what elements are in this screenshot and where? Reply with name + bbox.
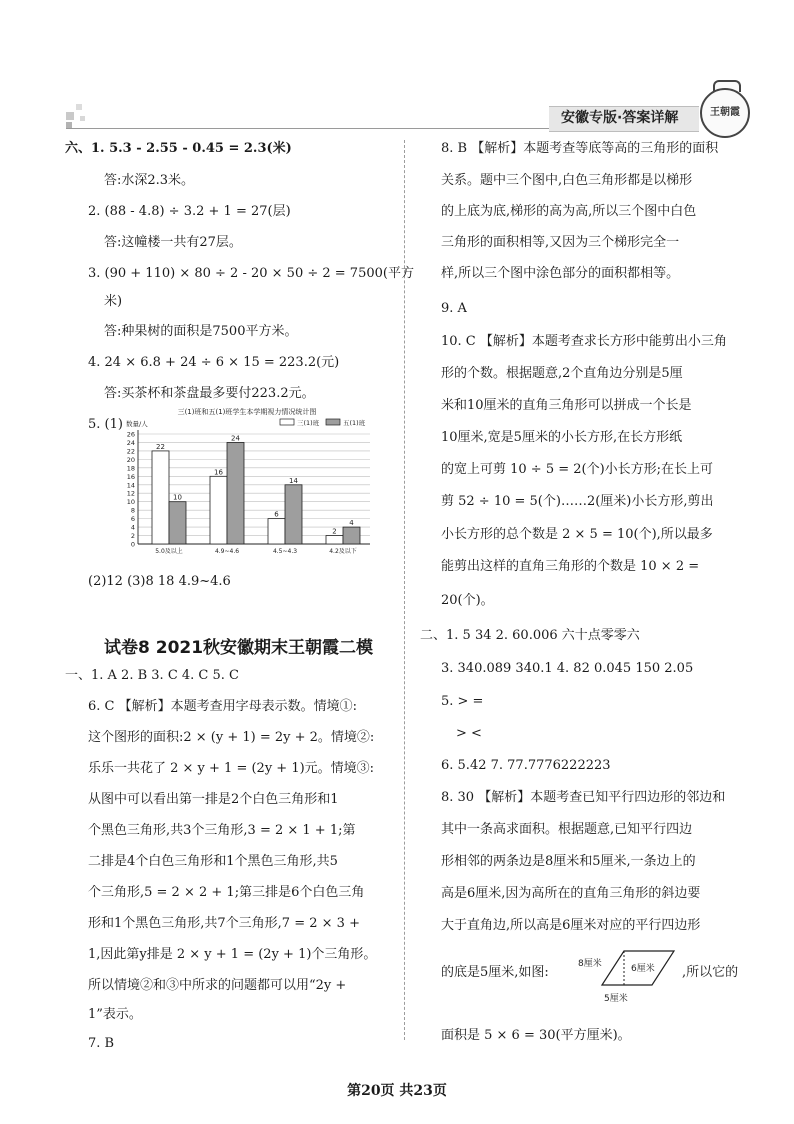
answer-line: 形和1个黑色三角形,共7个三角形,7 = 2 × 3 +	[88, 916, 360, 931]
bar	[268, 519, 285, 544]
answer-line: 的底是5厘米,如图:	[441, 965, 549, 980]
answer-line: 大于直角边,所以高是6厘米对应的平行四边形	[441, 918, 701, 933]
x-category-label: 4.2及以下	[329, 548, 357, 555]
answer-line: 面积是 5 × 6 = 30(平方厘米)。	[441, 1028, 631, 1043]
page-number: 第20页 共23页	[347, 1083, 447, 1099]
legend-label: 五(1)班	[343, 419, 366, 427]
y-tick-label: 10	[126, 498, 135, 507]
answer-line: 二排是4个白色三角形和1个黑色三角形,共5	[88, 854, 338, 869]
answer-line: 从图中可以看出第一排是2个白色三角形和1	[88, 792, 339, 807]
y-tick-label: 12	[126, 489, 135, 498]
corner-decoration	[80, 116, 85, 121]
y-tick-label: 6	[130, 515, 135, 524]
chart-title: 三(1)班和五(1)班学生本学期视力情况统计图	[177, 408, 317, 416]
edition-label: 安徽专版·答案详解	[561, 110, 679, 126]
y-tick-label: 16	[126, 472, 135, 481]
corner-decoration	[76, 104, 82, 110]
bar	[285, 485, 302, 544]
answer-line: 6. C 【解析】本题考查用字母表示数。情境①:	[88, 699, 357, 714]
answer-line: 一、1. A 2. B 3. C 4. C 5. C	[65, 668, 239, 683]
y-tick-labels	[127, 431, 135, 549]
x-category-label: 4.5~4.3	[272, 548, 298, 555]
answer-line: 6. 5.42 7. 77.7776222223	[441, 758, 611, 773]
height-label: 6厘米	[631, 964, 655, 974]
answer-line: 8. 30 【解析】本题考查已知平行四边形的邻边和	[441, 790, 726, 805]
bar-value-label: 6	[274, 510, 279, 519]
bar	[326, 536, 343, 544]
answer-line: 个黑色三角形,共3个三角形,3 = 2 × 1 + 1;第	[88, 823, 356, 838]
y-tick-label: 2	[130, 532, 135, 541]
y-tick-label: 0	[130, 540, 135, 549]
side-length-label: 8厘米	[578, 959, 602, 969]
legend-swatch	[280, 419, 294, 425]
answer-line: 3. 340.089 340.1 4. 82 0.045 150 2.05	[441, 661, 694, 676]
x-category-labels	[155, 547, 357, 555]
bar-value-label: 24	[231, 434, 240, 443]
y-tick-label: 20	[126, 455, 135, 464]
bar	[343, 527, 360, 544]
answer-line: 米)	[104, 294, 123, 309]
bar	[227, 442, 244, 544]
answer-line: 二、1. 5 34 2. 60.006 六十点零零六	[420, 628, 640, 643]
corner-decoration	[66, 112, 74, 120]
answer-line: 1”表示。	[88, 1007, 142, 1022]
y-tick-label: 26	[126, 430, 135, 439]
answer-line: 的上底为底,梯形的高为高,所以三个图中白色	[441, 204, 697, 219]
exam-title: 试卷8 2021秋安徽期末王朝霞二模	[104, 638, 374, 658]
bar-value-label: 22	[156, 442, 165, 451]
answer-line: 关系。题中三个图中,白色三角形都是以梯形	[441, 173, 693, 188]
answer-line: > <	[456, 726, 482, 741]
bar-value-label: 14	[289, 476, 298, 485]
answer-line: 的宽上可剪 10 ÷ 5 = 2(个)小长方形;在长上可	[441, 462, 714, 477]
answer-line: 形相邻的两条边是8厘米和5厘米,一条边上的	[441, 854, 696, 869]
answer-line: 其中一条高求面积。根据题意,已知平行四边	[441, 822, 693, 837]
y-axis-label: 数量/人	[126, 420, 148, 428]
base-length-label: 5厘米	[604, 994, 628, 1004]
bar	[152, 451, 169, 544]
y-tick-label: 4	[130, 523, 135, 532]
answer-line: 4. 24 × 6.8 + 24 ÷ 6 × 15 = 223.2(元)	[88, 355, 340, 370]
header-rule	[66, 128, 606, 129]
answer-line: 乐乐一共花了 2 × y + 1 = (2y + 1)元。情境③:	[88, 761, 375, 776]
x-category-label: 4.9~4.6	[214, 548, 240, 555]
answer-line: 三角形的面积相等,又因为三个梯形完全一	[441, 235, 680, 250]
brand-seal: 王朝霞	[700, 88, 750, 138]
answer-line: 8. B 【解析】本题考查等底等高的三角形的面积	[441, 141, 719, 156]
vision-bar-chart	[112, 404, 374, 560]
answer-line: 2. (88 - 4.8) ÷ 3.2 + 1 = 27(层)	[88, 204, 291, 219]
answer-line: 答:种果树的面积是7500平方米。	[104, 324, 298, 339]
answer-line: 10厘米,宽是5厘米的小长方形,在长方形纸	[441, 430, 683, 445]
answer-line: 1,因此第y排是 2 × y + 1 = (2y + 1)个三角形。	[88, 947, 377, 962]
bar-value-label: 10	[173, 493, 182, 502]
answer-line: 形的个数。根据题意,2个直角边分别是5厘	[441, 366, 683, 381]
y-tick-label: 18	[126, 464, 135, 473]
answer-line: ,所以它的	[682, 965, 739, 980]
answer-line: 5. (1)	[88, 417, 123, 432]
y-tick-label: 14	[126, 481, 135, 490]
answer-line: 高是6厘米,因为高所在的直角三角形的斜边要	[441, 886, 701, 901]
answer-line: 答:这幢楼一共有27层。	[104, 235, 242, 250]
answer-line: 答:买茶杯和茶盘最多要付223.2元。	[104, 386, 315, 401]
chart-legend	[280, 418, 366, 427]
answer-line: 小长方形的总个数是 2 × 5 = 10(个),所以最多	[441, 527, 713, 542]
answer-line: 答:水深2.3米。	[104, 173, 195, 188]
answer-line: 10. C 【解析】本题考查求长方形中能剪出小三角	[441, 334, 727, 349]
answer-line: 5. > =	[441, 694, 484, 709]
bar	[169, 502, 186, 544]
answer-line: (2)12 (3)8 18 4.9~4.6	[88, 574, 231, 589]
bar	[210, 476, 227, 544]
answer-line: 20(个)。	[441, 593, 494, 608]
answer-line: 7. B	[88, 1036, 115, 1051]
answer-line: 样,所以三个图中涂色部分的面积都相等。	[441, 266, 680, 281]
answer-line: 个三角形,5 = 2 × 2 + 1;第三排是6个白色三角	[88, 885, 365, 900]
bar-value-label: 16	[214, 468, 223, 477]
legend-swatch	[326, 419, 340, 425]
answer-line: 9. A	[441, 301, 467, 316]
answer-line: 米和10厘米的直角三角形可以拼成一个长是	[441, 398, 692, 413]
y-tick-label: 8	[130, 506, 135, 515]
legend-label: 三(1)班	[297, 419, 320, 427]
y-tick-label: 22	[126, 447, 135, 456]
x-category-label: 5.0及以上	[155, 548, 183, 555]
answer-line: 所以情境②和③中所求的问题都可以用“2y +	[88, 978, 347, 993]
y-tick-label: 24	[126, 438, 135, 447]
answer-line: 六、1. 5.3 - 2.55 - 0.45 = 2.3(米)	[65, 141, 292, 156]
answer-line: 这个图形的面积:2 × (y + 1) = 2y + 2。情境②:	[88, 730, 375, 745]
answer-line: 3. (90 + 110) × 80 ÷ 2 - 20 × 50 ÷ 2 = 7500(平方	[88, 266, 414, 281]
bar-value-label: 4	[349, 519, 354, 528]
parallelogram-figure	[576, 945, 680, 1007]
bar-value-label: 2	[332, 527, 337, 536]
answer-line: 剪 52 ÷ 10 = 5(个)……2(厘米)小长方形,剪出	[441, 494, 714, 509]
answer-line: 能剪出这样的直角三角形的个数是 10 × 2 =	[441, 559, 700, 574]
